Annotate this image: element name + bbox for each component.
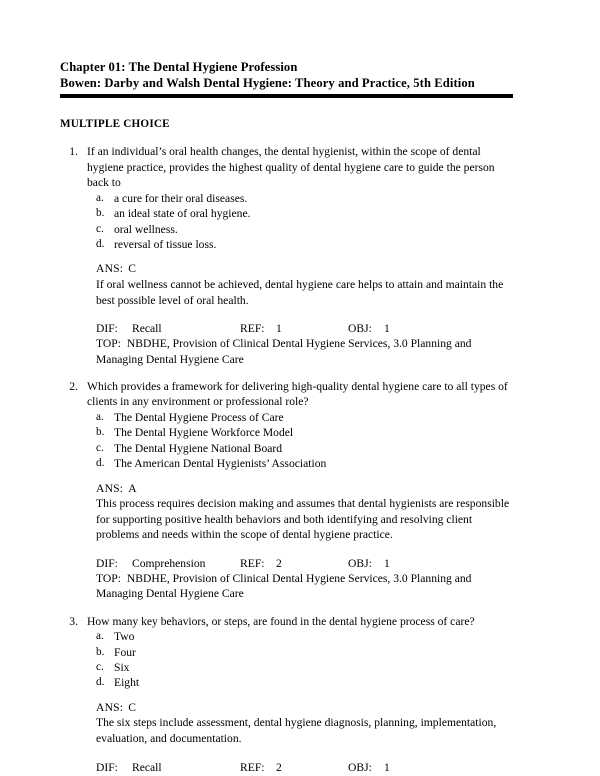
question-metadata	[60, 556, 513, 602]
obj-label: OBJ:	[348, 322, 372, 336]
ref-label: REF:	[240, 556, 265, 570]
ref-label: REF:	[240, 322, 265, 336]
top-value: NBDHE, Provision of Clinical Dental Hygiene Services, 3.0 Planning and Managing Dental Hygiene Care	[96, 572, 472, 601]
option-letter: c.	[96, 441, 104, 454]
dif-label: DIF:	[96, 760, 118, 774]
answer-line	[96, 481, 513, 497]
answer-value: A	[128, 481, 137, 495]
obj-value: 1	[384, 556, 390, 570]
answer-rationale: If oral wellness cannot be achieved, dental hygiene care helps to attain and maintain the best possible level of oral health.	[96, 278, 504, 307]
obj-value: 1	[384, 322, 390, 336]
answer-options	[60, 191, 513, 253]
option-letter: a.	[96, 630, 104, 643]
question-stem-row	[60, 144, 513, 191]
answer-label: ANS:	[96, 262, 124, 276]
option-letter: b.	[96, 426, 105, 439]
document-header	[60, 60, 513, 98]
option-c[interactable]	[96, 660, 513, 675]
question-text: Which provides a framework for delivering high-quality dental hygiene care to all types of clients in any environment or professional role?	[87, 379, 508, 409]
option-a[interactable]	[96, 629, 513, 644]
question-number: 2.	[69, 379, 78, 393]
option-text: oral wellness.	[114, 222, 178, 236]
option-a[interactable]	[96, 410, 513, 425]
option-b[interactable]	[96, 425, 513, 440]
answer-section	[60, 700, 513, 747]
ref-label: REF:	[240, 760, 265, 774]
question-text: If an individual’s oral health changes, the dental hygienist, within the scope of dental hygiene practice, provides the highest quality of dental hygiene care to guide the person back to	[87, 145, 495, 190]
header-chapter-title: Chapter 01: The Dental Hygiene Profession	[60, 60, 298, 74]
dif-label: DIF:	[96, 322, 118, 336]
answer-options	[60, 410, 513, 472]
option-d[interactable]	[96, 675, 513, 690]
question-number: 1.	[69, 145, 78, 158]
option-c[interactable]	[96, 441, 513, 456]
option-d[interactable]	[96, 237, 513, 252]
question-stem-row	[60, 614, 513, 630]
dif-label: DIF:	[96, 556, 118, 570]
dif-value: Recall	[132, 322, 162, 336]
option-text: The American Dental Hygienists’ Association	[114, 457, 327, 471]
answer-line	[96, 261, 513, 277]
obj-value: 1	[384, 760, 390, 774]
question-block	[60, 614, 513, 775]
top-label: TOP:	[96, 572, 121, 586]
question-block	[60, 144, 513, 367]
answer-section	[60, 261, 513, 308]
option-letter: c.	[96, 222, 104, 235]
option-a[interactable]	[96, 191, 513, 206]
metadata-row	[96, 556, 513, 571]
question-stem-row	[60, 379, 513, 410]
answer-section	[60, 481, 513, 543]
answer-line	[96, 700, 513, 716]
answer-value: C	[128, 262, 136, 276]
option-letter: a.	[96, 410, 104, 423]
question-text: How many key behaviors, or steps, are found in the dental hygiene process of care?	[87, 614, 475, 628]
obj-label: OBJ:	[348, 760, 372, 774]
section-heading: MULTIPLE CHOICE	[60, 118, 170, 130]
option-letter: b.	[96, 207, 105, 220]
ref-value: 2	[276, 760, 282, 774]
option-letter: d.	[96, 676, 105, 689]
top-label: TOP:	[96, 337, 121, 351]
question-metadata	[60, 321, 513, 367]
metadata-row	[96, 321, 513, 336]
top-value: NBDHE, Provision of Clinical Dental Hygiene Services, 3.0 Planning and Managing Dental Hygiene Care	[96, 337, 472, 366]
option-b[interactable]	[96, 645, 513, 660]
question-metadata	[60, 760, 513, 775]
header-book-title: Bowen: Darby and Walsh Dental Hygiene: Theory and Practice, 5th Edition	[60, 75, 475, 90]
option-letter: c.	[96, 660, 104, 673]
top-row	[96, 571, 513, 601]
obj-label: OBJ:	[348, 556, 372, 570]
option-d[interactable]	[96, 456, 513, 471]
option-c[interactable]	[96, 222, 513, 237]
option-text: a cure for their oral diseases.	[114, 191, 248, 205]
answer-label: ANS:	[96, 700, 124, 714]
option-letter: d.	[96, 238, 105, 250]
answer-options	[60, 629, 513, 691]
option-letter: b.	[96, 645, 105, 658]
option-letter: a.	[96, 191, 104, 204]
dif-value: Recall	[132, 760, 162, 774]
metadata-row	[96, 760, 513, 775]
top-row	[96, 336, 513, 366]
option-text: Six	[114, 660, 130, 674]
ref-value: 1	[276, 322, 282, 336]
option-letter: d.	[96, 457, 105, 470]
ref-value: 2	[276, 556, 282, 570]
answer-rationale: The six steps include assessment, dental hygiene diagnosis, planning, implementation, evaluation, and documentation.	[96, 716, 497, 745]
option-b[interactable]	[96, 206, 513, 221]
option-text: The Dental Hygiene National Board	[114, 441, 283, 455]
question-block	[60, 379, 513, 602]
option-text: The Dental Hygiene Workforce Model	[114, 426, 294, 440]
option-text: Eight	[114, 676, 140, 690]
answer-rationale: This process requires decision making and assumes that dental hygienists are responsible for supporting positive health behaviors and both identifying and resolving client problems and needs within the scope of dental hygiene practice.	[96, 497, 510, 542]
dif-value: Comprehension	[132, 556, 206, 570]
option-text: The Dental Hygiene Process of Care	[114, 410, 284, 424]
question-number: 3.	[69, 614, 78, 628]
option-text: Two	[114, 630, 135, 644]
option-text: reversal of tissue loss.	[114, 238, 217, 251]
answer-value: C	[128, 700, 136, 714]
option-text: an ideal state of oral hygiene.	[114, 207, 251, 221]
answer-label: ANS:	[96, 481, 124, 495]
option-text: Four	[114, 645, 136, 659]
